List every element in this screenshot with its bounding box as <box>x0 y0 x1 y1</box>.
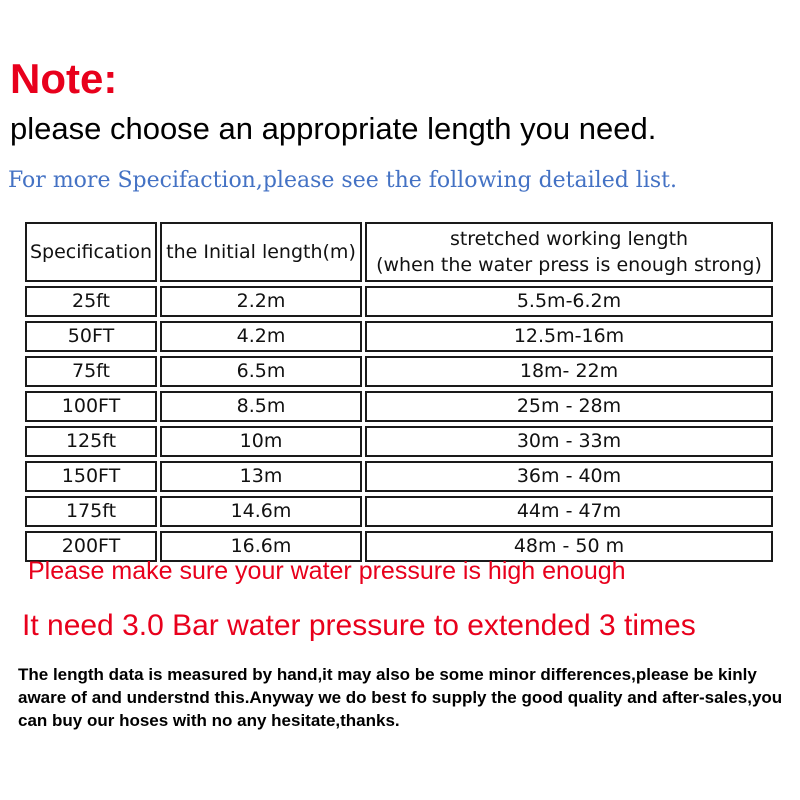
cell-spec: 125ft <box>25 426 157 457</box>
table-row <box>25 321 773 352</box>
header-stretched-line1: stretched working length <box>449 228 689 250</box>
note-subtitle: please choose an appropriate length you need. <box>10 111 657 146</box>
cell-initial: 6.5m <box>160 356 362 387</box>
cell-stretched: 12.5m-16m <box>365 321 773 352</box>
cell-initial: 4.2m <box>160 321 362 352</box>
cell-stretched: 5.5m-6.2m <box>365 286 773 317</box>
cell-stretched: 18m- 22m <box>365 356 773 387</box>
cell-spec: 100FT <box>25 391 157 422</box>
note-title: Note: <box>10 55 118 102</box>
cell-initial: 8.5m <box>160 391 362 422</box>
pressure-warning: Please make sure your water pressure is high enough <box>28 557 626 585</box>
pressure-requirement: It need 3.0 Bar water pressure to extended 3 times <box>22 609 696 642</box>
cell-stretched: 36m - 40m <box>365 461 773 492</box>
cell-initial: 2.2m <box>160 286 362 317</box>
cell-spec: 150FT <box>25 461 157 492</box>
table-row <box>25 426 773 457</box>
cell-initial: 14.6m <box>160 496 362 527</box>
cell-spec: 200FT <box>25 531 157 562</box>
table-row <box>25 286 773 317</box>
cell-stretched: 44m - 47m <box>365 496 773 527</box>
disclaimer-text: The length data is measured by hand,it may also be some minor differences,please be kinly aware of and understnd this.Anyway we do best fo supply the good quality and after-sales,you can buy our hoses with no any hesitate,thanks. <box>18 665 783 730</box>
cell-spec: 75ft <box>25 356 157 387</box>
cell-stretched: 25m - 28m <box>365 391 773 422</box>
cell-initial: 16.6m <box>160 531 362 562</box>
table-row <box>25 391 773 422</box>
table-header-row <box>25 222 773 282</box>
cell-initial: 10m <box>160 426 362 457</box>
specification-table <box>22 218 776 566</box>
cell-spec: 50FT <box>25 321 157 352</box>
spec-intro-text: For more Specifaction,please see the following detailed list. <box>8 168 677 193</box>
header-specification: Specification <box>25 222 157 282</box>
header-initial-length: the Initial length(m) <box>160 222 362 282</box>
cell-stretched: 30m - 33m <box>365 426 773 457</box>
cell-spec: 175ft <box>25 496 157 527</box>
table-row <box>25 461 773 492</box>
cell-initial: 13m <box>160 461 362 492</box>
header-stretched-length <box>365 222 773 282</box>
cell-stretched: 48m - 50 m <box>365 531 773 562</box>
table-row <box>25 356 773 387</box>
cell-spec: 25ft <box>25 286 157 317</box>
table-row <box>25 496 773 527</box>
header-stretched-line2: (when the water press is enough strong) <box>376 254 762 276</box>
